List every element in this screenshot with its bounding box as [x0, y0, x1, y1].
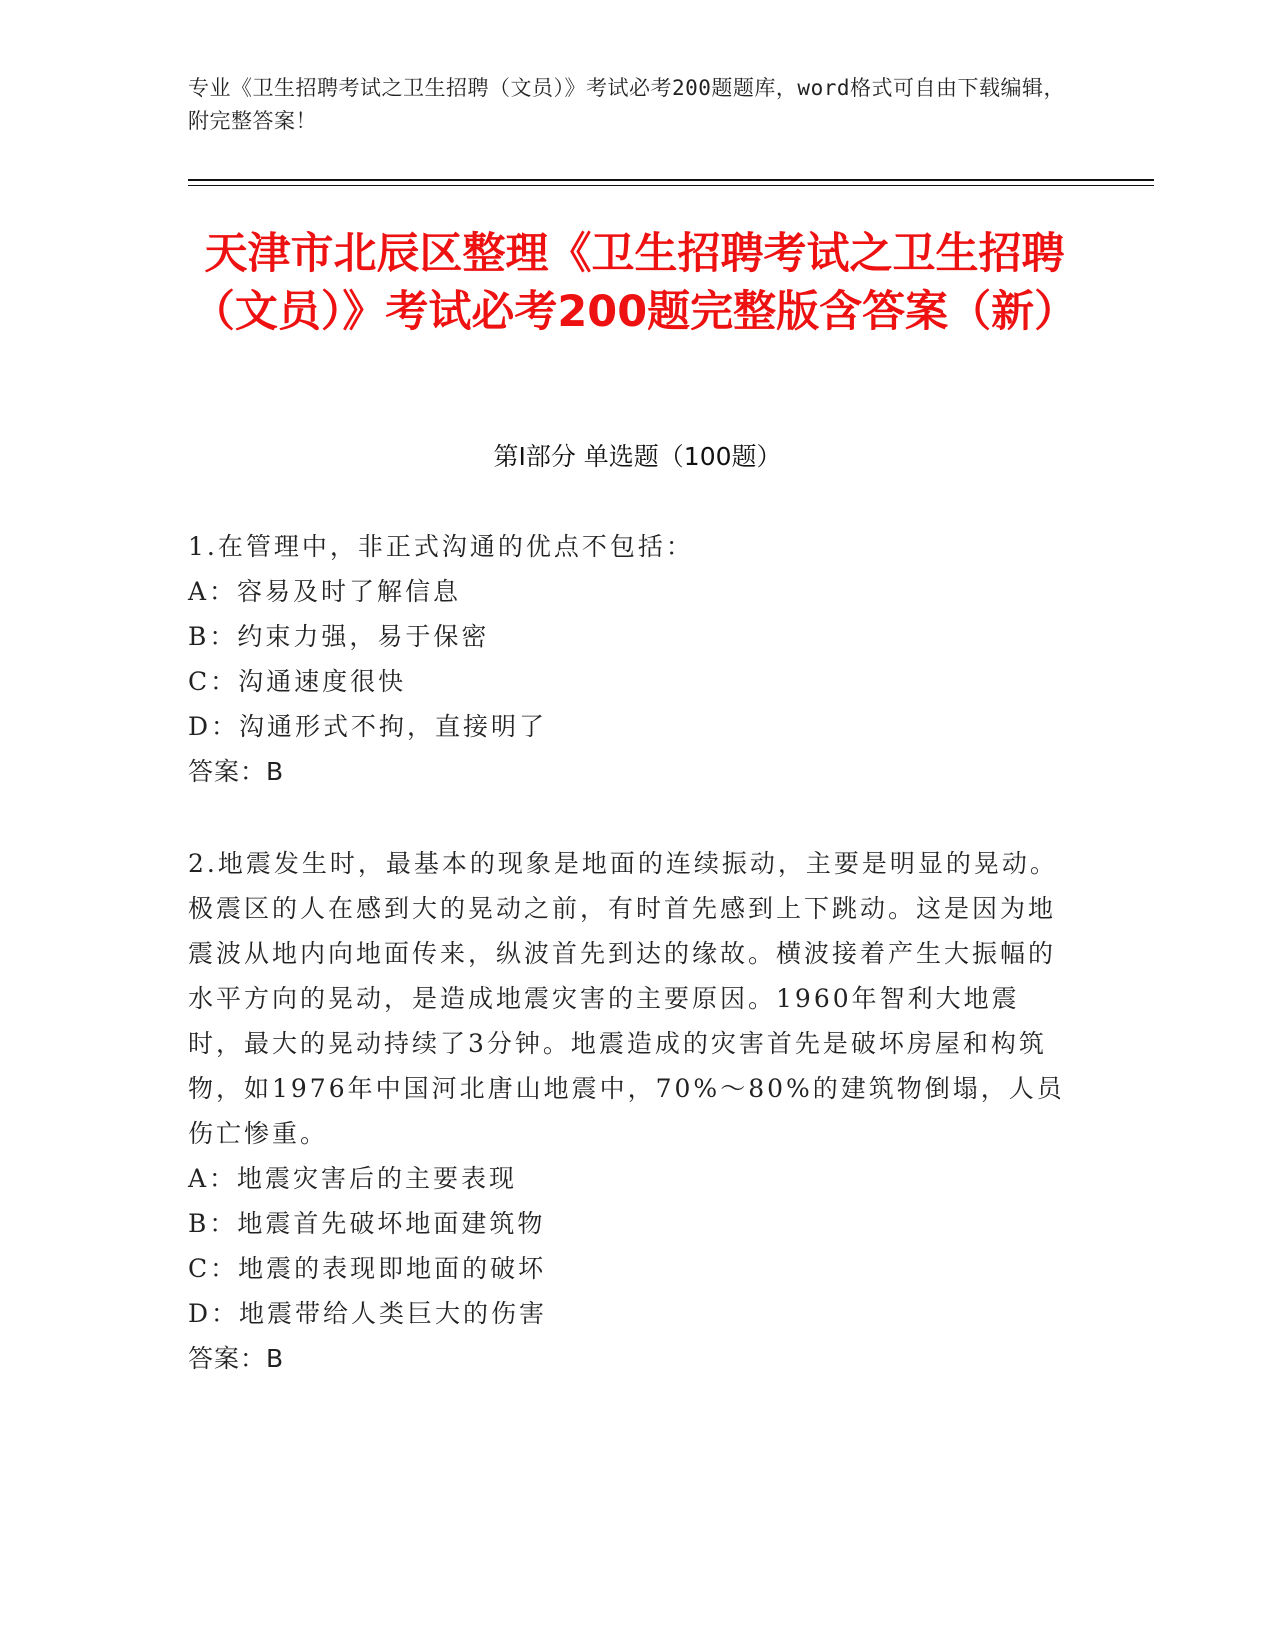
- option-d: D：地震带给人类巨大的伤害: [188, 1299, 548, 1328]
- question-stem: 1.在管理中，非正式沟通的优点不包括：: [188, 532, 694, 561]
- option-c: C：沟通速度很快: [188, 667, 407, 696]
- answer: 答案：B: [188, 757, 285, 786]
- option-a: A：容易及时了解信息: [188, 577, 462, 606]
- header-note: 专业《卫生招聘考试之卫生招聘（文员）》考试必考200题题库，word格式可自由下载编辑，附完整答案！: [188, 76, 1065, 133]
- header-divider: [188, 179, 1154, 181]
- answer: 答案：B: [188, 1344, 285, 1373]
- document-title: 天津市北辰区整理《卫生招聘考试之卫生招聘（文员）》考试必考200题完整版含答案（新）: [191, 229, 1078, 337]
- question-2: [188, 841, 1068, 1381]
- option-b: B：地震首先破坏地面建筑物: [188, 1209, 546, 1238]
- section-heading: 第Ⅰ部分 单选题（100题）: [493, 442, 782, 471]
- option-c: C：地震的表现即地面的破坏: [188, 1254, 547, 1283]
- question-1: [188, 524, 1068, 794]
- option-a: A：地震灾害后的主要表现: [188, 1164, 518, 1193]
- option-d: D：沟通形式不拘，直接明了: [188, 712, 548, 741]
- option-b: B：约束力强，易于保密: [188, 622, 490, 651]
- header-divider-thin: [188, 185, 1154, 186]
- question-stem: 2.地震发生时，最基本的现象是地面的连续振动，主要是明显的晃动。极震区的人在感到大的晃动之前，有时首先感到上下跳动。这是因为地震波从地内向地面传来，纵波首先到达的缘故。横波接着产生大振幅的水平方向的晃动，是造成地震灾害的主要原因。1960年智利大地震时，最大的晃动持续了3分钟。地震造成的灾害首先是破坏房屋和构筑物，如1976年中国河北唐山地震中，70%～80%的建筑物倒塌，人员伤亡惨重。: [188, 849, 1065, 1148]
